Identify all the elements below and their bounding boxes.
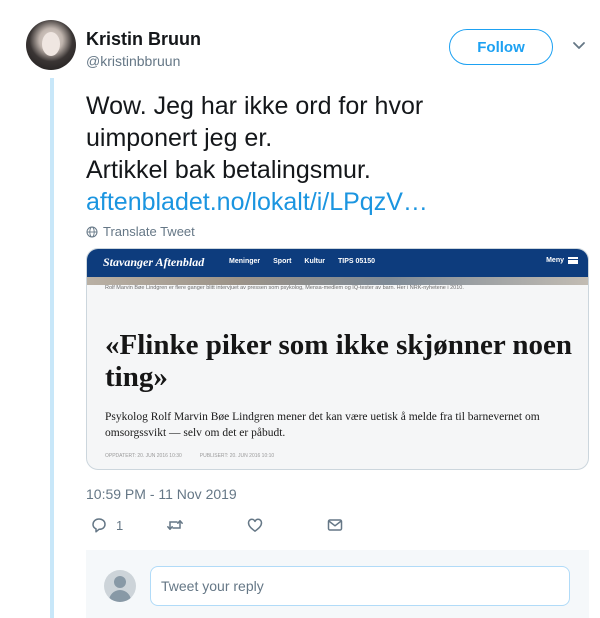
follow-button[interactable]: Follow — [449, 29, 553, 65]
tweet-line: Wow. Jeg har ikke ord for hvor — [86, 92, 424, 120]
envelope-icon — [326, 516, 344, 534]
user-handle[interactable]: @kristinbbruun — [86, 53, 181, 69]
card-menu — [546, 257, 578, 264]
card-meta — [105, 453, 274, 459]
reply-icon — [90, 516, 108, 534]
article-card[interactable] — [86, 248, 589, 470]
reply-composer — [86, 550, 589, 618]
tweet-timestamp[interactable]: 10:59 PM - 11 Nov 2019 — [86, 486, 237, 502]
card-headline: «Flinke piker som ikke skjønner noen ting» — [105, 329, 573, 393]
card-navbar — [87, 249, 588, 277]
tweet-header — [26, 20, 596, 74]
tweet-actions — [86, 516, 386, 538]
tweet-line: uimponert jeg er. — [86, 124, 273, 152]
card-menu-label: Meny — [546, 257, 564, 264]
reply-input[interactable] — [150, 566, 570, 606]
card-photo-strip — [87, 277, 588, 285]
tweet-line: Artikkel bak betalingsmur. — [86, 156, 371, 184]
tweet-link[interactable]: aftenbladet.no/lokalt/i/LPqzV… — [86, 188, 428, 216]
heart-icon — [246, 516, 264, 534]
card-updated: OPPDATERT: 20. JUN 2016 10:30 — [105, 453, 182, 459]
translate-label: Translate Tweet — [103, 224, 195, 239]
reply-avatar — [104, 570, 136, 602]
card-caption: Rolf Marvin Bøe Lindgren er flere ganger blitt intervjuet av pressen som psykolog, Mensa-medlem og IQ-tester av barn. Her i NRK-nyhetene i 2010. — [105, 285, 464, 291]
card-nav — [229, 258, 375, 265]
direct-message-button[interactable] — [326, 516, 344, 534]
avatar[interactable] — [26, 20, 76, 70]
like-button[interactable] — [246, 516, 272, 534]
card-nav-item: Meninger — [229, 258, 261, 265]
card-nav-item: Sport — [273, 258, 292, 265]
card-published: PUBLISERT: 20. JUN 2016 10:10 — [199, 453, 275, 459]
card-nav-item: TIPS 05150 — [338, 258, 375, 265]
globe-icon — [86, 226, 98, 238]
chevron-down-icon[interactable] — [571, 38, 587, 54]
newspaper-logo: Stavanger Aftenblad — [103, 255, 205, 269]
hamburger-icon — [568, 257, 578, 264]
user-name[interactable]: Kristin Bruun — [86, 29, 201, 49]
reply-count: 1 — [116, 517, 124, 533]
tweet-text — [86, 90, 586, 218]
reply-button[interactable] — [90, 516, 123, 534]
retweet-button[interactable] — [166, 516, 192, 534]
translate-tweet[interactable] — [86, 224, 195, 239]
card-lead: Psykolog Rolf Marvin Bøe Lindgren mener det kan være uetisk å melde fra til barnevernet om omsorgssvikt — selv om det er påbudt. — [105, 411, 540, 439]
thread-line — [50, 78, 54, 618]
card-nav-item: Kultur — [304, 258, 326, 265]
retweet-icon — [166, 516, 184, 534]
